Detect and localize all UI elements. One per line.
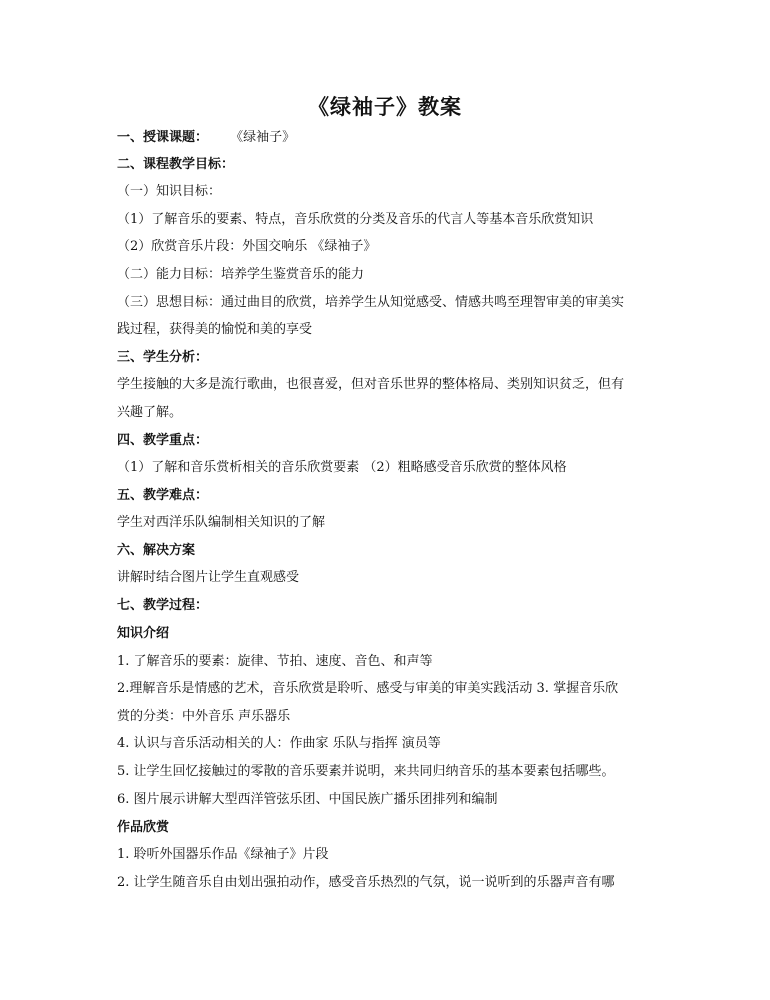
- text-line: 学生接触的大多是流行歌曲，也很喜爱，但对音乐世界的整体格局、类别知识贫乏，但有: [117, 377, 625, 392]
- section-heading-topic: 一、授课课题：: [117, 130, 209, 145]
- text-line: 兴趣了解。: [117, 405, 183, 420]
- text-line: 5. 让学生回忆接触过的零散的音乐要素并说明，来共同归纳音乐的基本要素包括哪些。: [117, 764, 615, 779]
- text-line: 赏的分类：中外音乐 声乐器乐: [117, 709, 291, 724]
- text-line: （1）了解音乐的要素、特点，音乐欣赏的分类及音乐的代言人等基本音乐欣赏知识: [117, 212, 594, 227]
- text-line: 践过程，获得美的愉悦和美的享受: [117, 322, 313, 337]
- text-line: 学生对西洋乐队编制相关知识的了解: [117, 515, 326, 530]
- section-heading-process: 七、教学过程：: [117, 598, 209, 613]
- text-line: （2）欣赏音乐片段：外国交响乐 《绿袖子》: [117, 239, 377, 254]
- section-heading-solution: 六、解决方案: [117, 543, 196, 558]
- document-title: 《绿袖子》教案: [308, 94, 462, 119]
- text-line: 1. 了解音乐的要素：旋律、节拍、速度、音色、和声等: [117, 654, 433, 669]
- lesson-topic-line: [117, 128, 657, 148]
- lesson-topic-value: 《绿袖子》: [230, 130, 296, 145]
- section-heading-difficulties: 五、教学难点：: [117, 488, 209, 503]
- section-heading-key-points: 四、教学重点：: [117, 433, 209, 448]
- text-line: 讲解时结合图片让学生直观感受: [117, 570, 300, 585]
- subheading-appreciation: 作品欣赏: [117, 820, 170, 835]
- text-line: 2. 让学生随音乐自由划出强拍动作，感受音乐热烈的气氛，说一说听到的乐器声音有哪: [117, 875, 615, 890]
- section-heading-objectives: 二、课程教学目标：: [117, 157, 235, 172]
- text-line: 6. 图片展示讲解大型西洋管弦乐团、中国民族广播乐团排列和编制: [117, 792, 498, 807]
- section-heading-students: 三、学生分析：: [117, 350, 209, 365]
- text-line: （1）了解和音乐赏析相关的音乐欣赏要素 （2）粗略感受音乐欣赏的整体风格: [117, 460, 567, 475]
- text-line: 1. 聆听外国器乐作品《绿袖子》片段: [117, 847, 329, 862]
- subheading-knowledge: 知识介绍: [117, 626, 170, 641]
- text-line: （一）知识目标：: [117, 184, 222, 199]
- text-line: （三）思想目标：通过曲目的欣赏，培养学生从知觉感受、情感共鸣至理智审美的审美实: [117, 295, 625, 310]
- text-line: 2.理解音乐是情感的艺术，音乐欣赏是聆听、感受与审美的审美实践活动 3. 掌握音乐欣: [117, 681, 619, 696]
- text-line: 4. 认识与音乐活动相关的人：作曲家 乐队与指挥 演员等: [117, 736, 441, 751]
- text-line: （二）能力目标：培养学生鉴赏音乐的能力: [117, 267, 365, 282]
